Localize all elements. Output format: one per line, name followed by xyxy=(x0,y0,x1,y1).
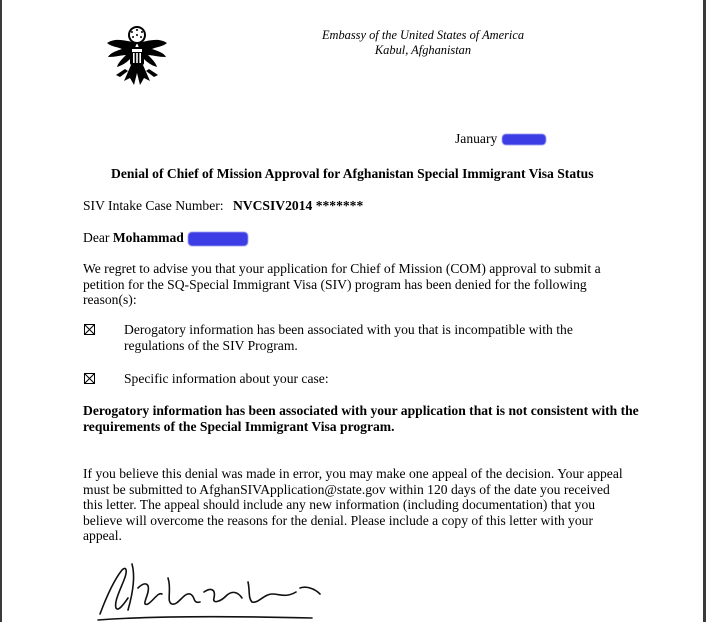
embassy-seal-icon xyxy=(104,23,170,89)
date-month: January xyxy=(455,131,498,146)
embassy-name: Embassy of the United States of America xyxy=(321,28,525,42)
signature xyxy=(92,558,332,622)
appeal-paragraph: If you believe this denial was made in error, you may make one appeal of the decision. Your appeal must be submitted to AfghanSIVApplication@state.gov within 120 days of the date you received this letter. The appeal should include any new information (including documentation) that you believe will overcome the reasons for the denial. Please include a copy of this letter with your appeal. xyxy=(83,466,623,543)
salutation-greeting: Dear xyxy=(83,230,110,245)
recipient-name: Mohammad xyxy=(112,230,184,245)
letterhead xyxy=(318,28,528,58)
check-x-icon xyxy=(85,325,94,334)
intro-paragraph: We regret to advise you that your application for Chief of Mission (COM) approval to submit a petition for the SQ-Special Immigrant Visa (SIV) program has been denied for the following reason(s): xyxy=(83,261,601,307)
case-detail-paragraph: Derogatory information has been associated with your application that is not consistent with the requirements of the Special Immigrant Visa program. xyxy=(83,403,639,434)
letter-title: Denial of Chief of Mission Approval for Afghanistan Special Immigrant Visa Status xyxy=(111,166,594,181)
case-number-label: SIV Intake Case Number: xyxy=(83,198,224,213)
redacted-surname xyxy=(188,232,248,246)
reason-2-text: Specific information about your case: xyxy=(124,371,329,386)
redacted-date xyxy=(502,134,546,145)
case-number-line xyxy=(83,198,363,214)
reason-2-checkbox xyxy=(84,373,95,384)
page-frame-left xyxy=(0,0,2,622)
check-x-icon xyxy=(85,374,94,383)
letter-date xyxy=(455,131,546,147)
embassy-location: Kabul, Afghanistan xyxy=(374,43,472,57)
reason-1-checkbox xyxy=(84,324,95,335)
reason-1-text: Derogatory information has been associated with you that is incompatible with the regulations of the SIV Program. xyxy=(124,322,573,353)
case-number-value: NVCSIV2014 ******* xyxy=(232,198,364,213)
salutation xyxy=(83,230,248,246)
